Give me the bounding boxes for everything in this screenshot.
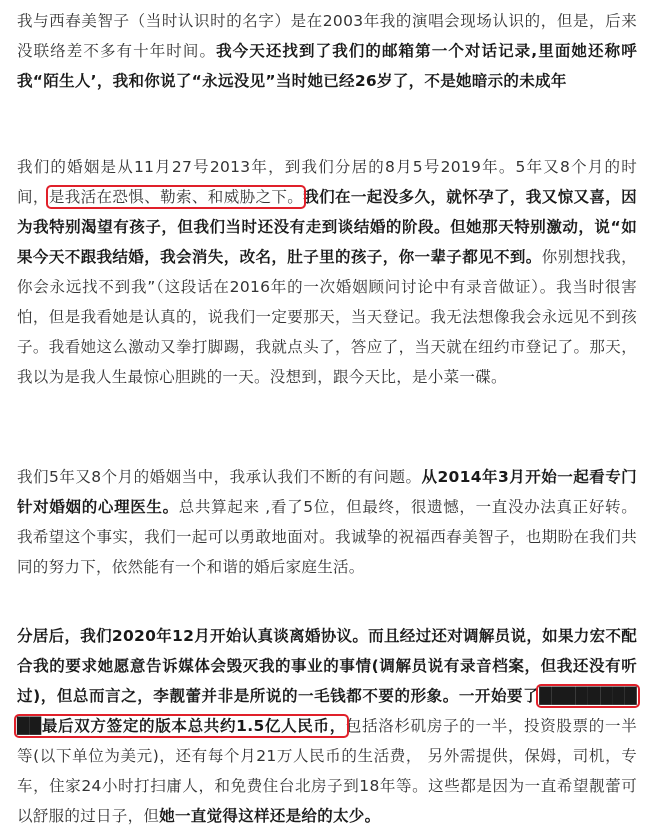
p2-bold-text: 我们在一起没多久，就怀孕了，我又惊又喜，因为我特别渴望有孩子，但我们当时还没有走到谈结婚的阶段。但她那天特别激动，说“如果今天不跟我结婚，我会消失，改名，肚子里的孩子，你一辈子都见不到。 bbox=[17, 188, 637, 266]
paragraph-2 bbox=[17, 152, 637, 392]
p1-bold-text: 我今天还找到了我们的邮箱第一个对话记录,里面她还称呼我“陌生人’，我和你说了“永远没见”当时她已经26岁了，不是她暗示的未成年 bbox=[17, 42, 637, 90]
paragraph-1 bbox=[17, 6, 637, 96]
p2-text-a: 我们的婚姻是从11月27号2013年，到我们分居的8月5号2019年。5年又8个月的时间， bbox=[17, 158, 637, 206]
p4-redacted-scribble: ██████████ bbox=[17, 687, 637, 735]
p2-highlight-boxed: 是我活在恐惧、勒索、和威胁之下。 bbox=[48, 188, 304, 206]
p4-text: 包括洛杉矶房子的一半，投资股票的一半等(以下单位为美元)，还有每个月21万人民币的生活费， 另外需提供，保姆，司机，专车，住家24小时打扫庸人，和免费住台北房子到18年等。这些都是因为一直希望靓蕾可以舒服的过日子，但 bbox=[17, 717, 637, 825]
p4-bold-text: 分居后，我们2020年12月开始认真谈离婚协议。而且经过还对调解员说，如果力宏不配合我的要求她愿意告诉媒体会毁灭我的事业的事情(调解员说有录音档案，但我还没有听过)，但总而言之，李靓蕾并非是所说的一毛钱都不要的形象。一开始要了 bbox=[17, 627, 637, 705]
paragraph-3 bbox=[17, 462, 637, 582]
paragraph-4 bbox=[17, 621, 637, 831]
p3-text-b: 总共算起来 ,看了5位，但最终，很遗憾，一直没办法真正好转。我希望这个事实，我们一起可以勇敢地面对。我诚挚的祝福西春美智子，也期盼在我们共同的努力下，依然能有一个和谐的婚后家庭生活。 bbox=[17, 498, 637, 576]
p1-text: 我与西春美智子（当时认识时的名字）是在2003年我的演唱会现场认识的，但是，后来没联络差不多有十年时间。 bbox=[17, 12, 637, 60]
p4-highlight-boxed: 最后双方签定的版本总共约1.5亿人民币， bbox=[41, 717, 346, 735]
p3-bold-text: 从2014年3月开始一起看专门针对婚姻的心理医生。 bbox=[17, 468, 637, 516]
p3-text-a: 我们5年又8个月的婚姻当中，我承认我们不断的有问题。 bbox=[17, 468, 422, 486]
p4-bold-end: 她一直觉得这样还是给的太少。 bbox=[159, 807, 381, 825]
p2-text-b: 你别想找我，你会永远找不到我”（这段话在2016年的一次婚姻顾问讨论中有录音做证）。我当时很害怕，但是我看她是认真的，说我们一定要那天，当天登记。我无法想像我会永远见不到孩子。我看她这么激动又拳打脚踢，我就点头了，答应了，当天就在纽约市登记了。那天，我以为是我人生最惊心胆跳的一天。没想到，跟今天比，是小菜一碟。 bbox=[17, 248, 637, 386]
